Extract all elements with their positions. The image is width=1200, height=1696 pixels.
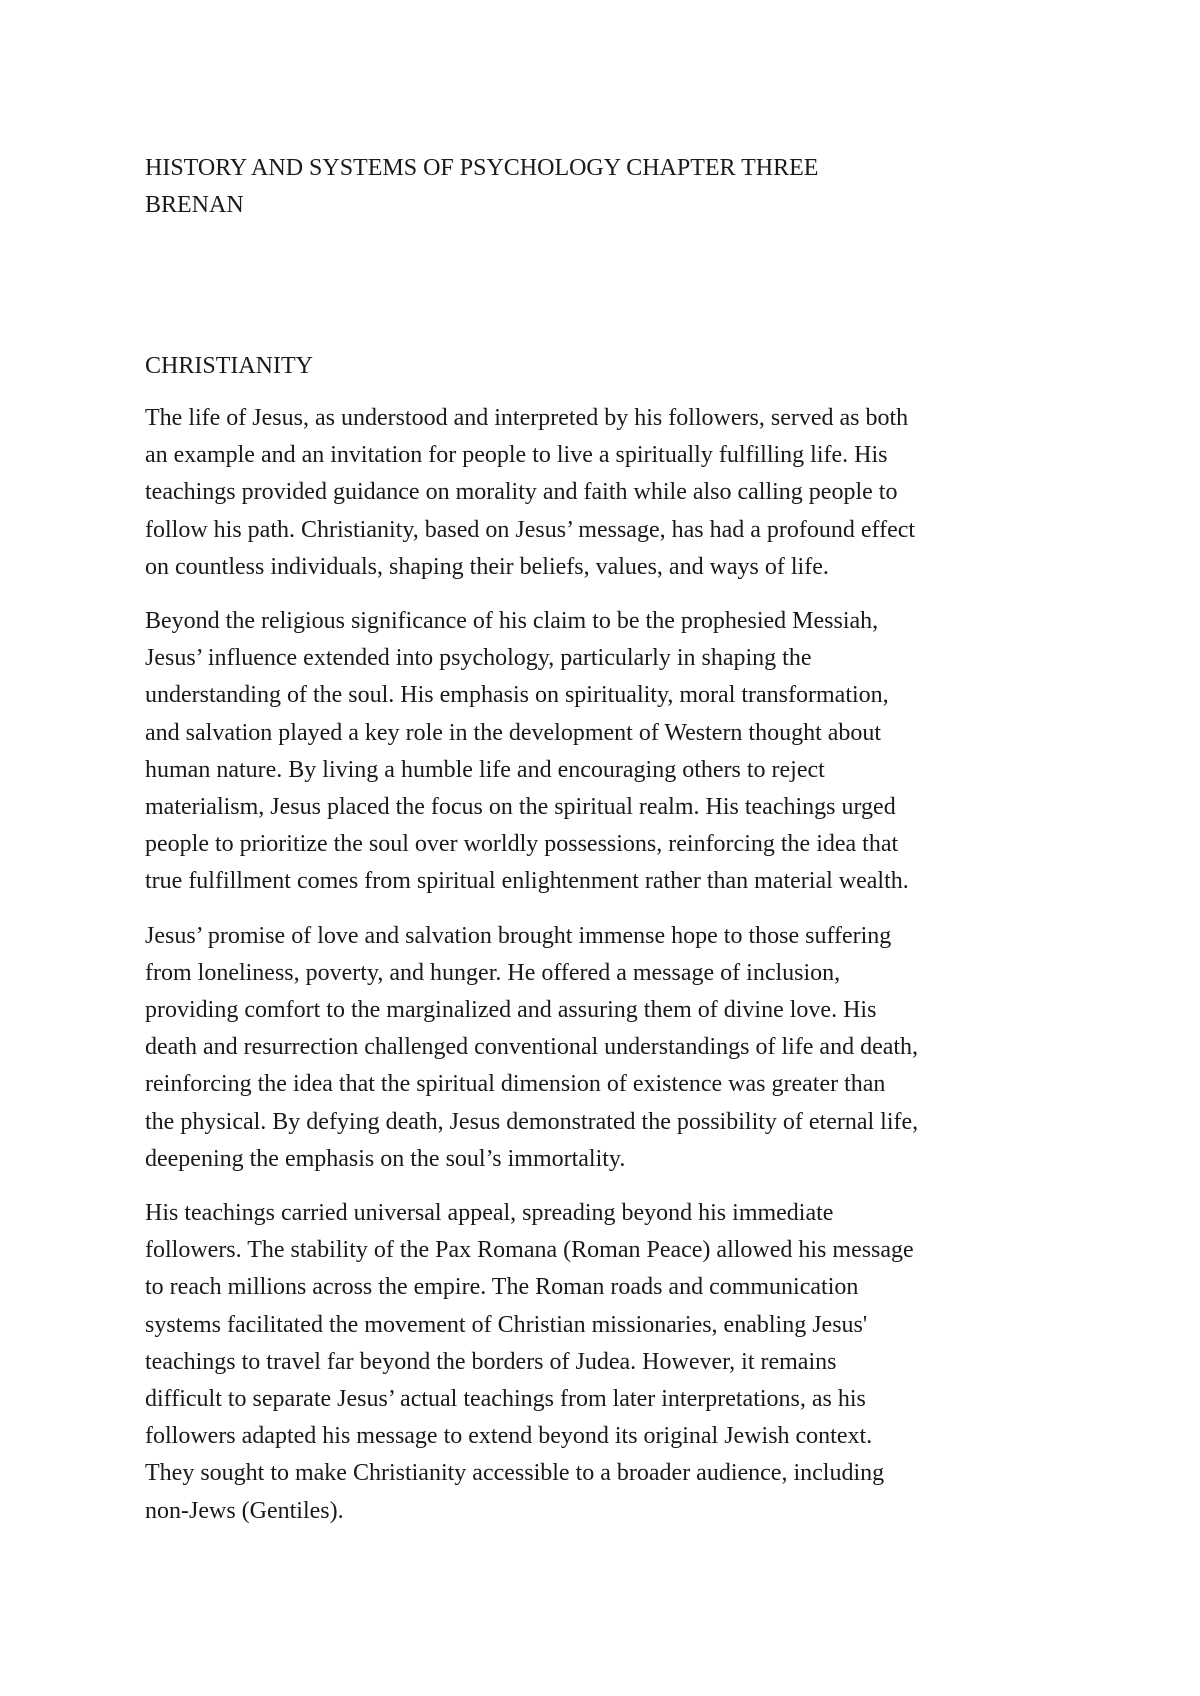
paragraph-3 — [145, 918, 1075, 1178]
document-title — [145, 150, 1085, 224]
text-line: from loneliness, poverty, and hunger. He offered a message of inclusion, — [145, 959, 841, 986]
text-line: Beyond the religious significance of his claim to be the prophesied Messiah, — [145, 608, 879, 635]
text-line: The life of Jesus, as understood and interpreted by his followers, served as both — [145, 405, 909, 431]
paragraph-4 — [145, 1195, 1075, 1530]
body-text — [145, 400, 1075, 1547]
text-line: the physical. By defying death, Jesus demonstrated the possibility of eternal life, — [145, 1108, 919, 1135]
text-line: on countless individuals, shaping their beliefs, values, and ways of life. — [145, 553, 829, 580]
text-line: to reach millions across the empire. The Roman roads and communication — [145, 1274, 859, 1301]
paragraph-2 — [145, 603, 1075, 901]
text-line: followers adapted his message to extend beyond its original Jewish context. — [145, 1423, 873, 1450]
text-line: providing comfort to the marginalized and assuring them of divine love. His — [145, 997, 877, 1024]
text-line: systems facilitated the movement of Christian missionaries, enabling Jesus' — [145, 1311, 868, 1338]
text-line: death and resurrection challenged conventional understandings of life and death, — [145, 1034, 919, 1061]
text-line: an example and an invitation for people to live a spiritually fulfilling life. His — [145, 442, 888, 469]
text-line: people to prioritize the soul over worldly possessions, reinforcing the idea that — [145, 831, 899, 858]
text-line: deepening the emphasis on the soul’s immortality. — [145, 1145, 626, 1172]
text-line: follow his path. Christianity, based on Jesus’ message, has had a profound effect — [145, 516, 916, 543]
text-line: teachings provided guidance on morality and faith while also calling people to — [145, 479, 898, 506]
text-line: teachings to travel far beyond the borders of Judea. However, it remains — [145, 1348, 837, 1375]
text-line: non-Jews (Gentiles). — [145, 1497, 344, 1524]
text-line: human nature. By living a humble life and encouraging others to reject — [145, 756, 825, 783]
title-line: HISTORY AND SYSTEMS OF PSYCHOLOGY CHAPTER THREE — [145, 155, 819, 181]
text-line: Jesus’ promise of love and salvation brought immense hope to those suffering — [145, 922, 892, 949]
text-line: His teachings carried universal appeal, spreading beyond his immediate — [145, 1200, 834, 1227]
text-line: understanding of the soul. His emphasis on spirituality, moral transformation, — [145, 682, 889, 709]
text-line: true fulfillment comes from spiritual enlightenment rather than material wealth. — [145, 868, 909, 895]
text-line: Jesus’ influence extended into psychology, particularly in shaping the — [145, 645, 812, 672]
text-line: reinforcing the idea that the spiritual dimension of existence was greater than — [145, 1071, 886, 1098]
text-line: difficult to separate Jesus’ actual teachings from later interpretations, as his — [145, 1386, 866, 1413]
text-line: followers. The stability of the Pax Romana (Roman Peace) allowed his message — [145, 1237, 914, 1264]
text-line: materialism, Jesus placed the focus on the spiritual realm. His teachings urged — [145, 794, 896, 821]
author-line: BRENAN — [145, 192, 244, 218]
text-line: They sought to make Christianity accessible to a broader audience, including — [145, 1460, 885, 1487]
section-heading: CHRISTIANITY — [145, 353, 313, 379]
text-line: and salvation played a key role in the development of Western thought about — [145, 719, 882, 746]
paragraph-1 — [145, 400, 1075, 586]
